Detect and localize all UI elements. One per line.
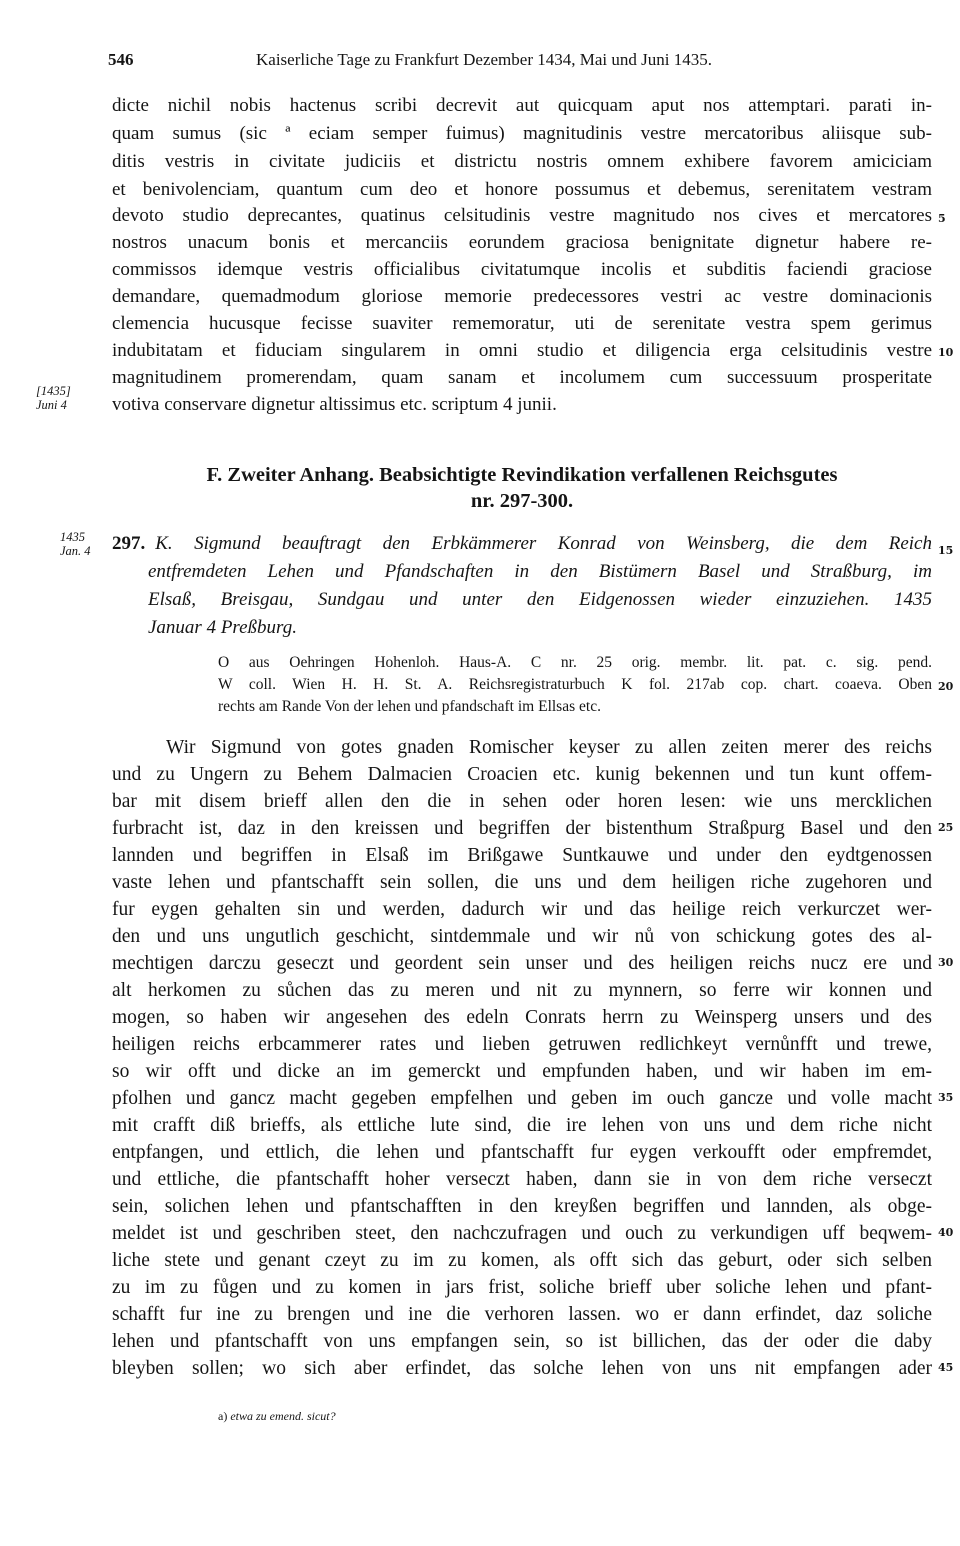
margin-date-day: Juni 4	[36, 398, 67, 412]
text-line: votiva conservare dignetur altissimus etc. scriptum 4 junii.	[112, 394, 557, 415]
text-line: indubitatam et fiduciam singularem in omni studio et diligencia erga celsitudinis vestre	[112, 340, 932, 361]
text-line: vaste lehen und pfantschafft sein sollen, die uns und dem heiligen riche zugehoren und	[112, 872, 932, 893]
margin-date	[60, 530, 91, 558]
text-line: ditis vestris in civitate judiciis et districtu nostris omnem exhibere favorem amiciciam	[112, 151, 932, 172]
section-heading-line: F. Zweiter Anhang. Beabsichtigte Revindikation verfallenen Reichsgutes	[206, 464, 838, 486]
text-line: devoto studio deprecantes, quatinus celsitudinis vestre magnitudo nos cives et mercatores	[112, 205, 932, 226]
footnote-mark: a)	[218, 1409, 228, 1423]
document-number: 297.	[112, 533, 146, 554]
source-line: rechts am Rande Von der lehen und pfandschaft im Ellsas etc.	[218, 698, 601, 715]
line-number: 10	[938, 346, 954, 359]
line-number: 35	[938, 1091, 954, 1104]
margin-date-year: [1435]	[36, 384, 71, 398]
text-line: quam sumus (sic ª eciam semper fuimus) magnitudinis vestre mercatoribus aliisque sub-	[112, 123, 932, 144]
text-line: meldet ist und geschriben steet, den nachczufragen und ouch zu verkundigen uff beqwem-	[112, 1223, 932, 1244]
text-line: lehen und pfantschafft von uns empfangen sein, so ist billichen, das der oder die daby	[112, 1331, 932, 1352]
text-line: fur eygen gehalten sin und werden, dadurch wir und das heilige reich verkurczet wer-	[112, 899, 932, 920]
text-line: liche stete und genant czeyt zu im zu komen, als offt sich das geburt, oder sich selben	[112, 1250, 932, 1271]
text-line: bleyben sollen; wo sich aber erfindet, das solche lehen von uns nit empfangen ader	[112, 1358, 932, 1379]
line-number: 40	[938, 1226, 954, 1239]
regest-text: K. Sigmund beauftragt den Erbkämmerer Konrad von Weinsberg, die dem Reich	[155, 533, 932, 554]
line-number: 15	[938, 544, 954, 557]
margin-date-day: Jan. 4	[60, 544, 91, 558]
text-line: und zu Ungern zu Behem Dalmacien Croacien etc. kunig bekennen und tun kunt offem-	[112, 764, 932, 785]
text-line: magnitudinem promerendam, quam sanam et incolumem cum successuum prosperitate	[112, 367, 932, 388]
regest-line	[112, 530, 932, 558]
text-line: dicte nichil nobis hactenus scribi decrevit aut quicquam aput nos attemptari. parati in-	[112, 95, 932, 116]
regest-line: entfremdeten Lehen und Pfandschaften in den Bistümern Basel und Straßburg, im	[148, 561, 932, 582]
text-line: heiligen reichs erbcammerer rates und lieben getruwen redlichkeyt vernůnfft und trewe,	[112, 1034, 932, 1055]
footnote-text: etwa zu emend. sicut?	[230, 1409, 336, 1423]
line-number: 20	[938, 680, 954, 693]
footnote	[218, 1409, 336, 1424]
section-heading-line: nr. 297-300.	[470, 490, 574, 512]
text-line: demandare, quemadmodum gloriose memorie predecessores vestri ac vestre dominacionis	[112, 286, 932, 307]
text-line: et benivolenciam, quantum cum deo et honore possumus et debemus, serenitatem vestram	[112, 179, 932, 200]
source-line: O aus Oehringen Hohenloh. Haus-A. C nr. 25 orig. membr. lit. pat. c. sig. pend.	[218, 654, 932, 671]
text-line: sein, solichen lehen und pfantschafften in den kreyßen begriffen und lannden, als obge-	[112, 1196, 932, 1217]
line-number: 5	[938, 212, 946, 225]
text-line: entpfangen, und ettlich, die lehen und pfantschafft fur eygen verkoufft oder empfremdet,	[112, 1142, 932, 1163]
text-line: den und uns ungutlich geschicht, sintdemmale und wir nů von schickung gotes des al-	[112, 926, 932, 947]
regest-line: Januar 4 Preßburg.	[148, 617, 297, 638]
text-line: mogen, so haben wir angesehen des edeln Conrats herrn zu Weinsperg unsers und des	[112, 1007, 932, 1028]
page-number: 546	[108, 50, 134, 69]
text-line: commissos idemque vestris officialibus civitatumque incolis et subditis faciendi graciose	[112, 259, 932, 280]
text-line: pfolhen und gancz macht gegeben empfelhen und geben im ouch gancze und volle macht	[112, 1088, 932, 1109]
text-line: mit crafft diß brieffs, als ettliche lute sind, die ire lehen von uns und dem riche nicht	[112, 1115, 932, 1136]
line-number: 25	[938, 821, 954, 834]
section-heading	[112, 462, 932, 514]
running-title: Kaiserliche Tage zu Frankfurt Dezember 1434, Mai und Juni 1435.	[256, 50, 712, 69]
running-head	[108, 50, 920, 76]
margin-date	[36, 384, 71, 412]
text-line: furbracht ist, daz in den kreissen und begriffen der bistenthum Straßpurg Basel und den	[112, 818, 932, 839]
text-line: zu im zu fůgen und zu komen in jars frist, soliche brieff uber soliche lehen und pfant-	[112, 1277, 932, 1298]
line-number: 45	[938, 1361, 954, 1374]
text-line: nostros unacum bonis et mercanciis eorundem graciosa benignitate dignetur habere re-	[112, 232, 932, 253]
line-number: 30	[938, 956, 954, 969]
text-line: so wir offt und dicke an im gemerckt und empfunden haben, und wir haben im em-	[112, 1061, 932, 1082]
text-line: und ettliche, die pfantschafft hoher verseczt haben, dann sie in von dem riche verseczt	[112, 1169, 932, 1190]
source-line: W coll. Wien H. H. St. A. Reichsregistraturbuch K fol. 217ab cop. chart. coaeva. Oben	[218, 676, 932, 693]
text-line: clemencia hucusque fecisse suaviter rememoratur, uti de serenitate vestra spem gerimus	[112, 313, 932, 334]
text-line: mechtigen darczu geseczt und geordent sein unser und des heiligen reichs nucz ere und	[112, 953, 932, 974]
text-line: Wir Sigmund von gotes gnaden Romischer keyser zu allen zeiten merer des reichs	[166, 737, 932, 758]
text-line: schafft fur ine zu brengen und ine die verhoren lassen. wo er dann erfindet, daz soliche	[112, 1304, 932, 1325]
text-line: alt herkomen zu sůchen das zu meren und nit zu mynnern, so ferre wir konnen und	[112, 980, 932, 1001]
regest-line: Elsaß, Breisgau, Sundgau und unter den Eidgenossen wieder einzuziehen. 1435	[148, 589, 932, 610]
margin-date-year: 1435	[60, 530, 85, 544]
text-line: bar mit disem brieff allen den die in sehen oder horen lesen: wie uns mercklichen	[112, 791, 932, 812]
text-line: lannden und begriffen in Elsaß im Brißgawe Suntkauwe und under den eydtgenossen	[112, 845, 932, 866]
